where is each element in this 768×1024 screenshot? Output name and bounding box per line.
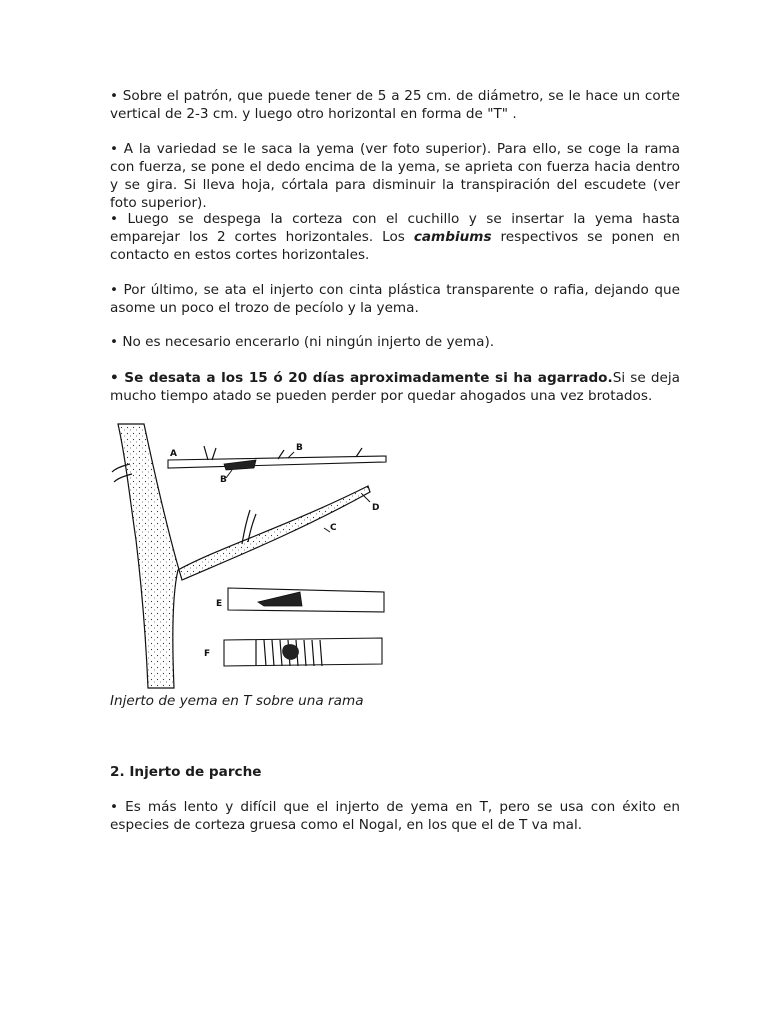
paragraph-insert-bud: [110, 210, 680, 264]
grafting-drawing: [108, 420, 388, 692]
section-heading: 2. Injerto de parche: [110, 764, 262, 780]
label-b-top: B: [296, 443, 303, 453]
paragraph-remove-bud: • A la variedad se le saca la yema (ver foto superior). Para ello, se coge la rama con fuerza, se pone el dedo encima de la yema, se aprieta con fuerza hacia dentro y se gira. Si lleva hoja, córtala para disminuir la transpiración del escudete (ver foto superior).: [110, 141, 680, 211]
paragraph-untie-rest: Si se deja mucho tiempo atado se pueden perder por quedar ahogados una vez brotados.: [110, 370, 681, 404]
label-f: F: [204, 649, 211, 659]
budwood-stick: [168, 456, 386, 468]
t-budding-illustration: [108, 420, 388, 692]
paragraph-untie: [110, 369, 680, 405]
figure-caption: Injerto de yema en T sobre una rama: [110, 693, 364, 709]
paragraph-insert-bud-end: respectivos se ponen en contacto en estos cortes horizontales.: [110, 229, 680, 263]
label-d: D: [372, 503, 380, 513]
pointer-d: [362, 494, 370, 502]
detail-e-branch: [228, 588, 384, 612]
label-a: A: [170, 449, 177, 459]
pointer-b1: [288, 452, 294, 458]
label-b-bottom: B: [220, 475, 227, 485]
paragraph-untie-bold: • Se desata a los 15 ó 20 días aproximadamente si ha agarrado.: [110, 370, 613, 386]
bud-pointer: [226, 470, 232, 478]
paragraph-patch-graft: • Es más lento y difícil que el injerto de yema en T, pero se usa con éxito en especies de corteza gruesa como el Nogal, en los que el de T va mal.: [110, 799, 680, 833]
detail-f-branch: [224, 638, 382, 666]
label-c: C: [330, 523, 337, 533]
paragraph-no-wax: • No es necesario encerarlo (ni ningún injerto de yema).: [110, 334, 495, 350]
cambiums-term: cambiums: [413, 229, 492, 245]
paragraph-tie-graft: • Por último, se ata el injerto con cinta plástica transparente o rafia, dejando que asome un poco el trozo de pecíolo y la yema.: [110, 282, 680, 316]
label-e: E: [216, 599, 223, 609]
paragraph-t-cut: • Sobre el patrón, que puede tener de 5 a 25 cm. de diámetro, se le hace un corte vertical de 2-3 cm. y luego otro horizontal en forma de "T" .: [110, 88, 680, 122]
paragraph-insert-bud-start: • Luego se despega la corteza con el cuchillo y se insertar la yema hasta emparejar los 2 cortes horizontales. Los: [110, 211, 680, 245]
